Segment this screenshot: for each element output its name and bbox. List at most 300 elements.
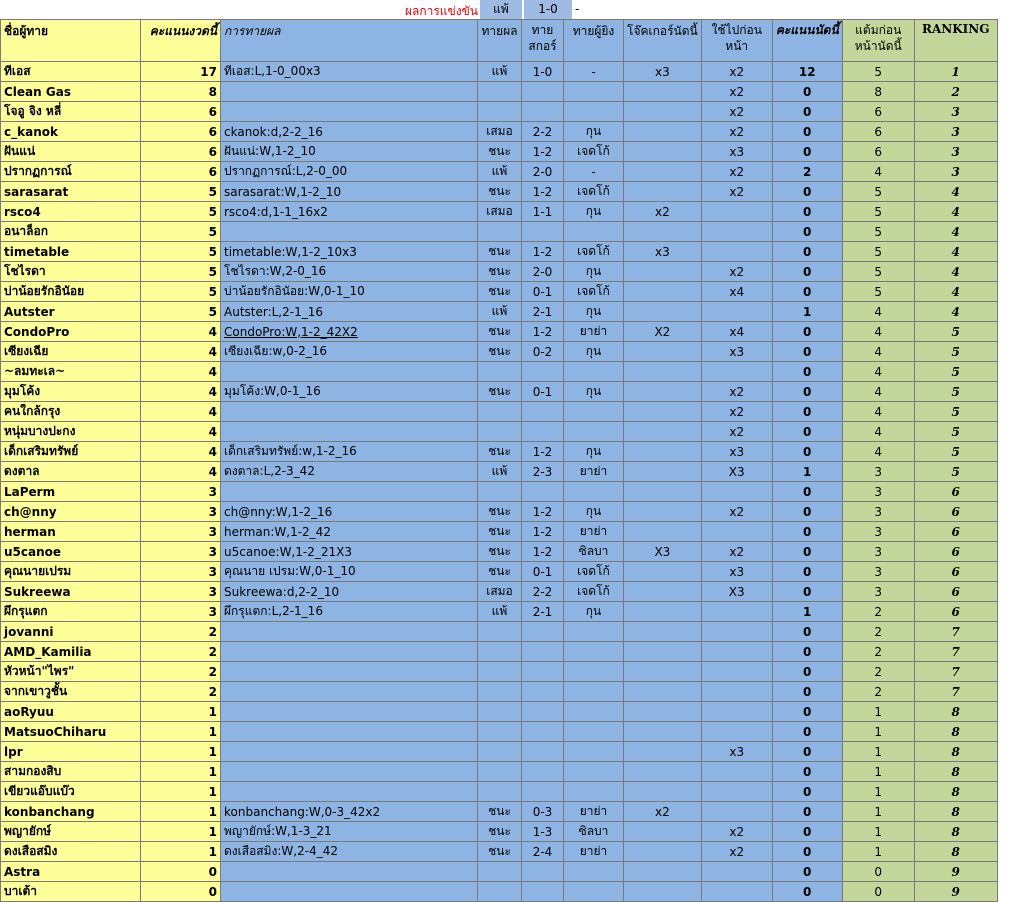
cell-used[interactable] <box>701 622 772 642</box>
cell-scorer[interactable] <box>564 482 624 502</box>
cell-scorer[interactable]: เจดโก้ <box>564 242 624 262</box>
cell-score[interactable]: 2-0 <box>522 262 564 282</box>
cell-used[interactable] <box>701 722 772 742</box>
cell-result[interactable]: แพ้ <box>478 62 522 82</box>
cell-scorer[interactable] <box>564 862 624 882</box>
cell-scorer[interactable] <box>564 362 624 382</box>
cell-joker[interactable] <box>624 502 702 522</box>
cell-used[interactable] <box>701 522 772 542</box>
cell-score[interactable]: 2-2 <box>522 122 564 142</box>
cell-rank[interactable]: 4 <box>914 242 997 262</box>
header-guess[interactable]: การทายผล <box>221 20 478 62</box>
header-total[interactable]: คะแนนงวดนี้ <box>141 20 221 62</box>
cell-used[interactable] <box>701 642 772 662</box>
cell-rank[interactable]: 3 <box>914 162 997 182</box>
cell-used[interactable]: x2 <box>701 822 772 842</box>
cell-score[interactable] <box>522 762 564 782</box>
cell-rank[interactable]: 3 <box>914 102 997 122</box>
cell-score[interactable]: 1-2 <box>522 442 564 462</box>
cell-rank[interactable]: 5 <box>914 342 997 362</box>
cell-used[interactable] <box>701 702 772 722</box>
cell-rank[interactable]: 4 <box>914 182 997 202</box>
cell-points[interactable]: 1 <box>772 462 842 482</box>
cell-scorer[interactable]: กุน <box>564 342 624 362</box>
cell-rank[interactable]: 4 <box>914 202 997 222</box>
cell-result[interactable]: ชนะ <box>478 502 522 522</box>
cell-score[interactable]: 1-2 <box>522 542 564 562</box>
cell-used[interactable] <box>701 662 772 682</box>
cell-guess[interactable]: ch@nny:W,1-2_16 <box>221 502 478 522</box>
cell-name[interactable]: ผึกรุแตก <box>1 602 141 622</box>
cell-joker[interactable] <box>624 642 702 662</box>
cell-name[interactable]: aoRyuu <box>1 702 141 722</box>
cell-total[interactable]: 4 <box>141 342 221 362</box>
cell-points[interactable]: 1 <box>772 602 842 622</box>
cell-used[interactable]: x2 <box>701 162 772 182</box>
cell-name[interactable]: Autster <box>1 302 141 322</box>
cell-total[interactable]: 6 <box>141 122 221 142</box>
cell-joker[interactable] <box>624 582 702 602</box>
cell-prev[interactable]: 6 <box>842 122 914 142</box>
cell-used[interactable] <box>701 762 772 782</box>
cell-scorer[interactable] <box>564 882 624 902</box>
cell-guess[interactable] <box>221 422 478 442</box>
cell-score[interactable] <box>522 482 564 502</box>
cell-points[interactable]: 0 <box>772 802 842 822</box>
cell-rank[interactable]: 6 <box>914 602 997 622</box>
cell-total[interactable]: 3 <box>141 582 221 602</box>
cell-score[interactable] <box>522 622 564 642</box>
cell-prev[interactable]: 1 <box>842 762 914 782</box>
cell-scorer[interactable]: - <box>564 162 624 182</box>
cell-used[interactable] <box>701 222 772 242</box>
cell-points[interactable]: 0 <box>772 262 842 282</box>
cell-scorer[interactable]: ยาย่า <box>564 322 624 342</box>
cell-joker[interactable] <box>624 402 702 422</box>
cell-prev[interactable]: 4 <box>842 322 914 342</box>
cell-prev[interactable]: 5 <box>842 222 914 242</box>
cell-guess[interactable] <box>221 762 478 782</box>
cell-total[interactable]: 3 <box>141 502 221 522</box>
cell-total[interactable]: 4 <box>141 442 221 462</box>
cell-total[interactable]: 1 <box>141 722 221 742</box>
cell-total[interactable]: 4 <box>141 362 221 382</box>
cell-points[interactable]: 0 <box>772 102 842 122</box>
cell-result[interactable] <box>478 622 522 642</box>
cell-scorer[interactable] <box>564 82 624 102</box>
cell-prev[interactable]: 8 <box>842 82 914 102</box>
cell-prev[interactable]: 4 <box>842 442 914 462</box>
cell-guess[interactable] <box>221 482 478 502</box>
cell-guess[interactable]: เซียงเฉีย:w,0-2_16 <box>221 342 478 362</box>
cell-result[interactable]: เสมอ <box>478 122 522 142</box>
cell-result[interactable]: ชนะ <box>478 522 522 542</box>
header-name[interactable]: ชื่อผู้ทาย <box>1 20 141 62</box>
cell-rank[interactable]: 4 <box>914 282 997 302</box>
cell-prev[interactable]: 2 <box>842 602 914 622</box>
cell-rank[interactable]: 8 <box>914 762 997 782</box>
cell-guess[interactable]: ฝันแน่:W,1-2_10 <box>221 142 478 162</box>
cell-joker[interactable] <box>624 522 702 542</box>
cell-name[interactable]: ch@nny <box>1 502 141 522</box>
cell-prev[interactable]: 0 <box>842 882 914 902</box>
cell-scorer[interactable]: กุน <box>564 202 624 222</box>
cell-rank[interactable]: 2 <box>914 82 997 102</box>
cell-total[interactable]: 3 <box>141 522 221 542</box>
cell-name[interactable]: ดงเสือสมิง <box>1 842 141 862</box>
cell-scorer[interactable]: เจดโก้ <box>564 282 624 302</box>
header-score[interactable]: ทาย สกอร์ <box>522 20 564 62</box>
cell-total[interactable]: 4 <box>141 402 221 422</box>
cell-score[interactable]: 2-1 <box>522 302 564 322</box>
cell-guess[interactable] <box>221 102 478 122</box>
cell-score[interactable] <box>522 642 564 662</box>
cell-total[interactable]: 4 <box>141 322 221 342</box>
cell-used[interactable] <box>701 302 772 322</box>
cell-score[interactable]: 0-1 <box>522 382 564 402</box>
cell-rank[interactable]: 6 <box>914 502 997 522</box>
cell-prev[interactable]: 3 <box>842 482 914 502</box>
cell-score[interactable]: 2-3 <box>522 462 564 482</box>
cell-used[interactable]: X3 <box>701 462 772 482</box>
cell-score[interactable] <box>522 662 564 682</box>
cell-scorer[interactable]: ยาย่า <box>564 462 624 482</box>
cell-points[interactable]: 0 <box>772 322 842 342</box>
cell-result[interactable] <box>478 682 522 702</box>
cell-score[interactable] <box>522 882 564 902</box>
cell-prev[interactable]: 6 <box>842 102 914 122</box>
cell-prev[interactable]: 5 <box>842 182 914 202</box>
cell-joker[interactable] <box>624 762 702 782</box>
cell-guess[interactable] <box>221 742 478 762</box>
cell-used[interactable]: x3 <box>701 142 772 162</box>
cell-guess[interactable]: u5canoe:W,1-2_21X3 <box>221 542 478 562</box>
cell-rank[interactable]: 8 <box>914 722 997 742</box>
cell-used[interactable] <box>701 602 772 622</box>
cell-total[interactable]: 4 <box>141 422 221 442</box>
cell-joker[interactable] <box>624 722 702 742</box>
cell-joker[interactable] <box>624 302 702 322</box>
cell-result[interactable]: ชนะ <box>478 322 522 342</box>
cell-used[interactable]: x2 <box>701 422 772 442</box>
cell-joker[interactable] <box>624 662 702 682</box>
cell-joker[interactable] <box>624 142 702 162</box>
cell-prev[interactable]: 4 <box>842 302 914 322</box>
cell-total[interactable]: 1 <box>141 802 221 822</box>
cell-name[interactable]: sarasarat <box>1 182 141 202</box>
cell-total[interactable]: 1 <box>141 842 221 862</box>
header-used[interactable]: ใช้ไปก่อนหน้า <box>701 20 772 62</box>
cell-name[interactable]: herman <box>1 522 141 542</box>
match-result-cell[interactable]: แพ้ <box>480 0 522 19</box>
cell-prev[interactable]: 4 <box>842 362 914 382</box>
cell-used[interactable]: X3 <box>701 582 772 602</box>
cell-total[interactable]: 1 <box>141 762 221 782</box>
cell-name[interactable]: ทีเอส <box>1 62 141 82</box>
cell-guess[interactable]: พญายักษ์:W,1-3_21 <box>221 822 478 842</box>
cell-guess[interactable]: มุมโค้ง:W,0-1_16 <box>221 382 478 402</box>
cell-points[interactable]: 0 <box>772 142 842 162</box>
cell-joker[interactable] <box>624 222 702 242</box>
cell-points[interactable]: 0 <box>772 642 842 662</box>
cell-guess[interactable]: konbanchang:W,0-3_42x2 <box>221 802 478 822</box>
cell-joker[interactable] <box>624 862 702 882</box>
cell-score[interactable]: 1-2 <box>522 522 564 542</box>
cell-score[interactable]: 2-0 <box>522 162 564 182</box>
cell-points[interactable]: 0 <box>772 382 842 402</box>
cell-points[interactable]: 0 <box>772 842 842 862</box>
cell-guess[interactable]: ckanok:d,2-2_16 <box>221 122 478 142</box>
cell-joker[interactable] <box>624 82 702 102</box>
cell-name[interactable]: เด็กเสริมทรัพย์ <box>1 442 141 462</box>
cell-points[interactable]: 0 <box>772 682 842 702</box>
cell-points[interactable]: 0 <box>772 562 842 582</box>
cell-total[interactable]: 1 <box>141 782 221 802</box>
cell-prev[interactable]: 3 <box>842 542 914 562</box>
cell-name[interactable]: Clean Gas <box>1 82 141 102</box>
cell-score[interactable]: 1-2 <box>522 242 564 262</box>
cell-rank[interactable]: 8 <box>914 842 997 862</box>
cell-scorer[interactable] <box>564 762 624 782</box>
cell-name[interactable]: เขียวแอ๊บแบ๊ว <box>1 782 141 802</box>
cell-score[interactable]: 0-2 <box>522 342 564 362</box>
cell-rank[interactable]: 5 <box>914 422 997 442</box>
cell-joker[interactable] <box>624 182 702 202</box>
cell-used[interactable]: x3 <box>701 442 772 462</box>
cell-prev[interactable]: 1 <box>842 722 914 742</box>
cell-points[interactable]: 0 <box>772 822 842 842</box>
cell-scorer[interactable]: ซิลบา <box>564 822 624 842</box>
cell-scorer[interactable]: ซิลบา <box>564 542 624 562</box>
cell-score[interactable] <box>522 862 564 882</box>
cell-points[interactable]: 0 <box>772 782 842 802</box>
header-points[interactable]: คะแนนนัดนี้ <box>772 20 842 62</box>
cell-name[interactable]: konbanchang <box>1 802 141 822</box>
cell-rank[interactable]: 5 <box>914 442 997 462</box>
cell-scorer[interactable]: เจดโก้ <box>564 582 624 602</box>
cell-name[interactable]: LaPerm <box>1 482 141 502</box>
cell-prev[interactable]: 5 <box>842 202 914 222</box>
cell-prev[interactable]: 1 <box>842 802 914 822</box>
cell-scorer[interactable]: กุน <box>564 602 624 622</box>
cell-name[interactable]: โชไรดา <box>1 262 141 282</box>
cell-used[interactable]: x4 <box>701 282 772 302</box>
cell-name[interactable]: บ่าน้อยรักอินัอย <box>1 282 141 302</box>
cell-guess[interactable] <box>221 622 478 642</box>
cell-result[interactable]: แพ้ <box>478 602 522 622</box>
cell-used[interactable] <box>701 682 772 702</box>
cell-score[interactable] <box>522 102 564 122</box>
cell-guess[interactable]: sarasarat:W,1-2_10 <box>221 182 478 202</box>
cell-result[interactable]: ชนะ <box>478 342 522 362</box>
cell-guess[interactable]: ดงตาล:L,2-3_42 <box>221 462 478 482</box>
cell-total[interactable]: 5 <box>141 202 221 222</box>
header-joker[interactable]: โจ๊คเกอร์นัดนี้ <box>624 20 702 62</box>
cell-name[interactable]: มุมโค้ง <box>1 382 141 402</box>
cell-joker[interactable] <box>624 162 702 182</box>
cell-scorer[interactable]: กุน <box>564 302 624 322</box>
cell-joker[interactable] <box>624 282 702 302</box>
cell-rank[interactable]: 5 <box>914 382 997 402</box>
cell-points[interactable]: 0 <box>772 242 842 262</box>
cell-total[interactable]: 6 <box>141 102 221 122</box>
cell-rank[interactable]: 8 <box>914 742 997 762</box>
cell-score[interactable]: 1-1 <box>522 202 564 222</box>
cell-total[interactable]: 4 <box>141 462 221 482</box>
cell-score[interactable]: 1-2 <box>522 502 564 522</box>
cell-points[interactable]: 0 <box>772 542 842 562</box>
cell-points[interactable]: 0 <box>772 342 842 362</box>
cell-total[interactable]: 17 <box>141 62 221 82</box>
cell-result[interactable] <box>478 402 522 422</box>
cell-total[interactable]: 1 <box>141 702 221 722</box>
cell-name[interactable]: MatsuoChiharu <box>1 722 141 742</box>
cell-scorer[interactable] <box>564 642 624 662</box>
cell-guess[interactable]: Autster:L,2-1_16 <box>221 302 478 322</box>
header-ranking[interactable]: RANKING <box>914 20 997 62</box>
cell-points[interactable]: 0 <box>772 282 842 302</box>
cell-name[interactable]: เซียงเฉีย <box>1 342 141 362</box>
cell-joker[interactable] <box>624 562 702 582</box>
cell-scorer[interactable] <box>564 742 624 762</box>
cell-result[interactable] <box>478 662 522 682</box>
cell-joker[interactable] <box>624 382 702 402</box>
cell-used[interactable]: x2 <box>701 82 772 102</box>
cell-name[interactable]: timetable <box>1 242 141 262</box>
cell-rank[interactable]: 4 <box>914 302 997 322</box>
cell-points[interactable]: 0 <box>772 662 842 682</box>
cell-used[interactable]: x2 <box>701 402 772 422</box>
cell-points[interactable]: 0 <box>772 482 842 502</box>
cell-points[interactable]: 0 <box>772 222 842 242</box>
header-prev[interactable]: แต้มก่อนหน้านัดนี้ <box>842 20 914 62</box>
cell-rank[interactable]: 8 <box>914 702 997 722</box>
cell-prev[interactable]: 5 <box>842 62 914 82</box>
cell-guess[interactable]: rsco4:d,1-1_16x2 <box>221 202 478 222</box>
cell-joker[interactable]: X2 <box>624 322 702 342</box>
cell-points[interactable]: 0 <box>772 622 842 642</box>
cell-joker[interactable]: x2 <box>624 202 702 222</box>
cell-scorer[interactable]: ยาย่า <box>564 842 624 862</box>
cell-total[interactable]: 1 <box>141 822 221 842</box>
cell-joker[interactable] <box>624 462 702 482</box>
cell-result[interactable] <box>478 762 522 782</box>
cell-points[interactable]: 0 <box>772 582 842 602</box>
cell-rank[interactable]: 3 <box>914 142 997 162</box>
cell-result[interactable] <box>478 782 522 802</box>
cell-guess[interactable]: herman:W,1-2_42 <box>221 522 478 542</box>
cell-name[interactable]: lpr <box>1 742 141 762</box>
cell-total[interactable]: 2 <box>141 682 221 702</box>
cell-prev[interactable]: 1 <box>842 702 914 722</box>
cell-prev[interactable]: 4 <box>842 342 914 362</box>
cell-used[interactable]: x2 <box>701 102 772 122</box>
cell-guess[interactable]: บ่าน้อยรักอินัอย:W,0-1_10 <box>221 282 478 302</box>
cell-guess[interactable] <box>221 722 478 742</box>
cell-used[interactable] <box>701 202 772 222</box>
cell-joker[interactable] <box>624 442 702 462</box>
cell-name[interactable]: จากเขาวูชั้น <box>1 682 141 702</box>
cell-prev[interactable]: 4 <box>842 162 914 182</box>
cell-name[interactable]: rsco4 <box>1 202 141 222</box>
cell-result[interactable]: ชนะ <box>478 842 522 862</box>
cell-result[interactable]: แพ้ <box>478 162 522 182</box>
cell-prev[interactable]: 5 <box>842 242 914 262</box>
cell-scorer[interactable] <box>564 102 624 122</box>
cell-prev[interactable]: 0 <box>842 862 914 882</box>
cell-name[interactable]: jovanni <box>1 622 141 642</box>
cell-used[interactable]: x4 <box>701 322 772 342</box>
cell-guess[interactable]: timetable:W,1-2_10x3 <box>221 242 478 262</box>
cell-score[interactable]: 0-1 <box>522 562 564 582</box>
cell-rank[interactable]: 6 <box>914 482 997 502</box>
cell-name[interactable]: หนุ่มบางปะกง <box>1 422 141 442</box>
cell-scorer[interactable]: ยาย่า <box>564 802 624 822</box>
header-scorer[interactable]: ทายผู้ยิง <box>564 20 624 62</box>
cell-score[interactable] <box>522 362 564 382</box>
cell-used[interactable] <box>701 782 772 802</box>
cell-points[interactable]: 0 <box>772 362 842 382</box>
cell-scorer[interactable] <box>564 702 624 722</box>
cell-total[interactable]: 2 <box>141 642 221 662</box>
cell-points[interactable]: 0 <box>772 522 842 542</box>
cell-rank[interactable]: 4 <box>914 262 997 282</box>
cell-scorer[interactable] <box>564 662 624 682</box>
cell-total[interactable]: 5 <box>141 222 221 242</box>
header-result[interactable]: ทายผล <box>478 20 522 62</box>
cell-prev[interactable]: 1 <box>842 742 914 762</box>
cell-guess[interactable] <box>221 782 478 802</box>
cell-joker[interactable] <box>624 882 702 902</box>
cell-prev[interactable]: 3 <box>842 502 914 522</box>
cell-result[interactable] <box>478 82 522 102</box>
cell-guess[interactable] <box>221 882 478 902</box>
cell-result[interactable]: ชนะ <box>478 562 522 582</box>
cell-joker[interactable] <box>624 822 702 842</box>
cell-prev[interactable]: 2 <box>842 662 914 682</box>
cell-result[interactable] <box>478 422 522 442</box>
cell-scorer[interactable]: ยาย่า <box>564 522 624 542</box>
cell-guess[interactable]: ดงเสือสมิง:W,2-4_42 <box>221 842 478 862</box>
cell-result[interactable]: ชนะ <box>478 802 522 822</box>
cell-name[interactable]: คนใกล้กรุง <box>1 402 141 422</box>
cell-joker[interactable] <box>624 422 702 442</box>
cell-rank[interactable]: 7 <box>914 662 997 682</box>
cell-used[interactable]: x2 <box>701 502 772 522</box>
cell-score[interactable] <box>522 222 564 242</box>
cell-rank[interactable]: 5 <box>914 462 997 482</box>
cell-scorer[interactable] <box>564 782 624 802</box>
cell-used[interactable]: x2 <box>701 542 772 562</box>
cell-score[interactable] <box>522 722 564 742</box>
cell-result[interactable] <box>478 882 522 902</box>
cell-joker[interactable] <box>624 782 702 802</box>
cell-used[interactable]: x3 <box>701 342 772 362</box>
cell-prev[interactable]: 4 <box>842 402 914 422</box>
cell-rank[interactable]: 8 <box>914 822 997 842</box>
cell-total[interactable]: 4 <box>141 382 221 402</box>
cell-result[interactable]: ชนะ <box>478 282 522 302</box>
cell-scorer[interactable]: กุน <box>564 122 624 142</box>
cell-result[interactable] <box>478 742 522 762</box>
cell-guess[interactable] <box>221 402 478 422</box>
cell-points[interactable]: 0 <box>772 862 842 882</box>
cell-score[interactable]: 1-2 <box>522 322 564 342</box>
cell-joker[interactable] <box>624 742 702 762</box>
cell-score[interactable]: 2-4 <box>522 842 564 862</box>
cell-scorer[interactable] <box>564 722 624 742</box>
cell-total[interactable]: 0 <box>141 882 221 902</box>
